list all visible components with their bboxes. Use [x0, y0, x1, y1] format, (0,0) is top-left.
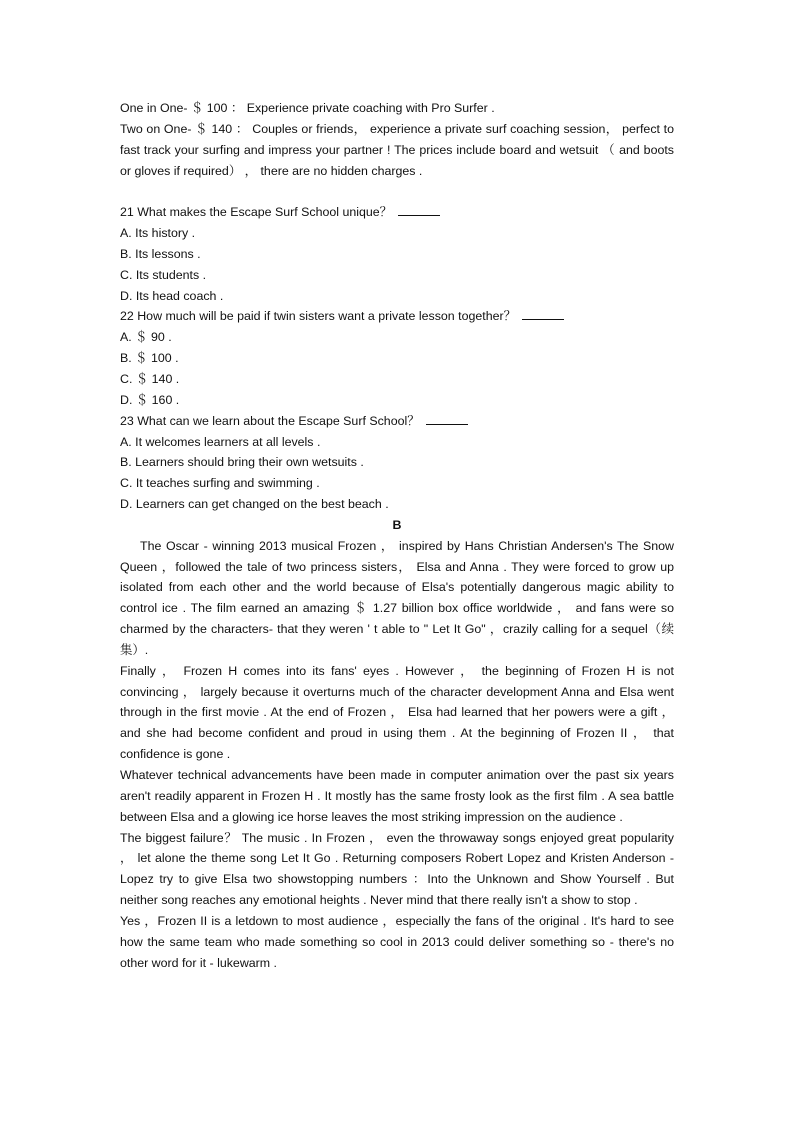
passage-paragraph-3: Whatever technical advancements have been made in computer animation over the past six years aren't readily apparent in Frozen H . It mostly has the same frosty look as the first film . A sea battle between Elsa and a glowing ice horse leaves the most striking impression on the audience . — [120, 768, 674, 824]
question-21-stem: 21 What makes the Escape Surf School unique？ — [120, 205, 393, 220]
spacer — [120, 181, 674, 202]
section-b-heading: B — [392, 517, 402, 532]
q23-option-d: D. Learners can get changed on the best beach . — [120, 497, 389, 512]
question-22-stem: 22 How much will be paid if twin sisters want a private lesson together？ — [120, 309, 516, 324]
question-23 — [120, 411, 674, 432]
answer-blank-23[interactable] — [426, 413, 468, 425]
q22-option-d: D. ＄ 160 . — [120, 392, 180, 407]
passage-paragraph-2: Finally ， Frozen H comes into its fans' eyes . However ， the beginning of Frozen H is not convincing ， largely because it overturns much of the character development Anna and Elsa went through in the first movie . At the end of Frozen ， Elsa had learned that her powers were a gift ， and she had become confident and proud in using them . At the beginning of Frozen II ， that confidence is gone . — [120, 663, 675, 762]
q23-option-b: B. Learners should bring their own wetsuits . — [120, 455, 364, 470]
q22-option-b: B. ＄ 100 . — [120, 351, 179, 366]
q21-option-c: C. Its students . — [120, 267, 207, 282]
question-23-stem: 23 What can we learn about the Escape Surf School？ — [120, 413, 420, 428]
q22-option-c: C. ＄ 140 . — [120, 371, 180, 386]
passage-paragraph-5: Yes ，Frozen II is a letdown to most audience ，especially the fans of the original . It's hard to see how the same team who made something so cool in 2013 could deliver something so - there's no other word for it - lukewarm . — [120, 913, 674, 970]
question-22 — [120, 306, 674, 327]
intro-line-two-on-one: Two on One- ＄ 140 ： Couples or friends， experience a private surf coaching session， perfect to fast track your surfing and impress your partner ! The prices include board and wetsuit （ and boots or gloves if required） ， there are no hidden charges . — [120, 121, 674, 178]
q23-option-c: C. It teaches surfing and swimming . — [120, 476, 320, 491]
q21-option-a: A. Its history . — [120, 226, 196, 241]
answer-blank-22[interactable] — [522, 308, 564, 320]
q21-option-d: D. Its head coach . — [120, 288, 224, 303]
answer-blank-21[interactable] — [398, 204, 440, 216]
q22-option-a: A. ＄ 90 . — [120, 330, 172, 345]
q21-option-b: B. Its lessons . — [120, 246, 201, 261]
q23-option-a: A. It welcomes learners at all levels . — [120, 434, 321, 449]
intro-line-one-in-one: One in One- ＄ 100 ： Experience private coaching with Pro Surfer . — [120, 101, 495, 115]
document-page — [120, 98, 674, 973]
question-21 — [120, 202, 674, 223]
passage-paragraph-4: The biggest failure？ The music . In Frozen ， even the throwaway songs enjoyed great popularity ， let alone the theme song Let It Go . Returning composers Robert Lopez and Kristen Anderson - Lopez try to give Elsa two showstopping numbers ：Into the Unknown and Show Yourself . But neither song reaches any emotional heights . Never mind that there really isn't a show to stop . — [120, 830, 674, 908]
passage-paragraph-1: The Oscar - winning 2013 musical Frozen ， inspired by Hans Christian Andersen's The Snow Queen ，followed the tale of two princess sisters， Elsa and Anna . They were forced to grow up isolated from each other and the world because of Elsa's potentially dangerous magic ability to control ice . The film earned an amazing ＄ 1.27 billion box office worldwide ， and fans were so charmed by the characters- that they weren ' t able to " Let It Go" ，crazily calling for a sequel（续集）. — [120, 538, 674, 657]
